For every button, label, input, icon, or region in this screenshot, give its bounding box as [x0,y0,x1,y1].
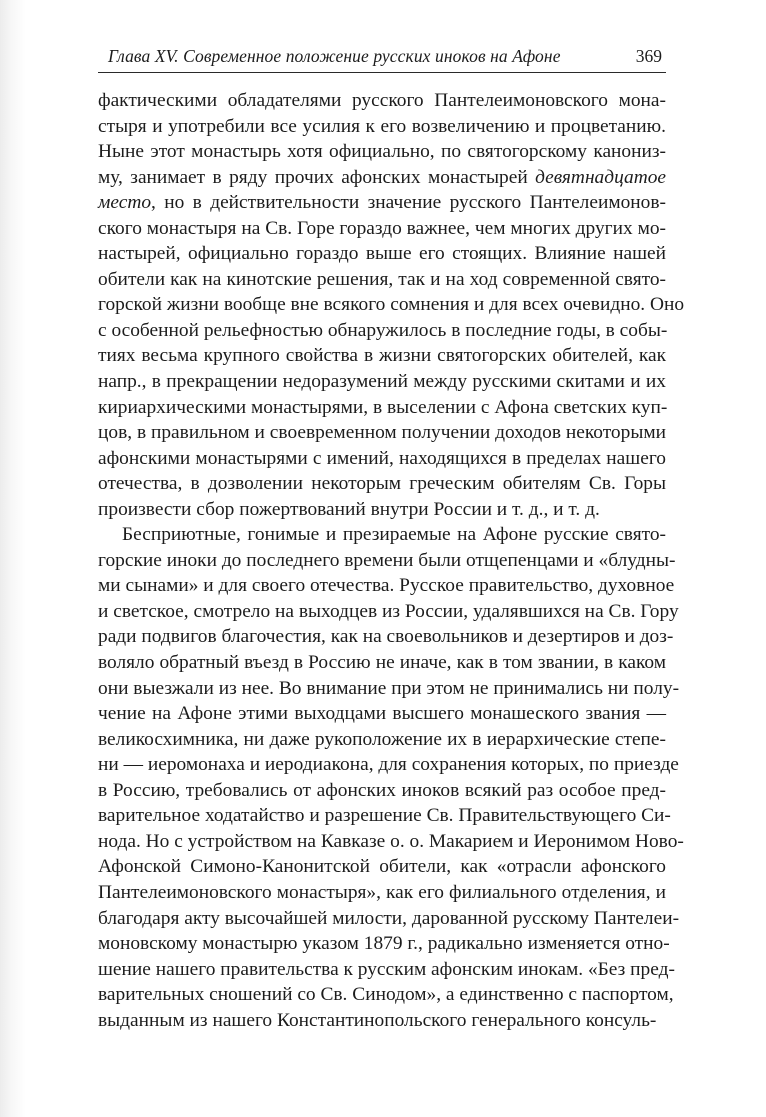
text-line: Пантелеимоновского монастыря», как его филиального отделения, и [98,881,666,903]
text-line: Афонской Симоно-Канонитской обители, как «отрасли афонского [98,856,666,878]
text-line: горские иноки до последнего времени были отщепенцами и «блудны- [98,549,676,571]
paragraph [98,522,684,1033]
text-line: и светское, смотрело на выходцев из России, удалявшихся на Св. Гору [98,600,679,622]
text-line: ради подвигов благочестия, как на своевольников и дезертиров и доз- [98,626,674,648]
text-line: афонскими монастырями с имений, находящихся в пределах нашего [98,447,666,469]
text-line: тиях весьма крупного свойства в жизни святогорских обителей, как [98,345,666,367]
text-line: в Россию, требовались от афонских иноков всякий раз особое пред- [98,779,666,801]
text-line: кириархическими монастырями, в выселении с Афона светских куп- [98,396,668,418]
text-line: варительных сношений со Св. Синодом», а единственно с паспортом, [98,984,674,1006]
text-line: чение на Афоне этими выходцами высшего монашеского звания — [98,703,666,725]
body-text [98,88,685,1033]
text-line: настырей, официально гораздо выше его стоящих. Влияние нашей [98,243,666,265]
emphasized-text: девятнадцатое [535,166,666,188]
text-line: варительное ходатайство и разрешение Св. Правительствующего Си- [98,805,671,827]
text-line: нода. Но с устройством на Кавказе о. о. Макарием и Иеронимом Ново- [98,830,684,852]
text-line: с особенной рельефностью обнаружилось в последние годы, в собы- [98,319,668,341]
running-header [98,44,666,73]
text-line: напр., в прекращении недоразумений между русскими скитами и их [98,371,666,393]
text-line: выданным из нашего Константинопольского генерального консуль- [98,1009,657,1031]
text-line: фактическими обладателями русского Пантелеимоновского мона- [98,90,666,111]
text-line: великосхимника, ни даже рукоположение их в иерархические степе- [98,728,666,750]
text-line: моновскому монастырю указом 1879 г., радикально изменяется отно- [98,933,670,955]
scan-edge-shadow [0,0,26,1117]
text-line: стыря и употребили все усилия к его возвеличению и процветанию. [98,115,666,137]
text-line: му, занимает в ряду прочих афонских монастырей девятнадцатое [98,166,666,188]
emphasized-text: место [98,192,152,214]
text-line: обители как на кинотские решения, так и на ход современной свято- [98,268,666,290]
text-line: цов, в правильном и своевременном получении доходов некоторыми [98,422,666,444]
text-line: ми сынами» и для своего отечества. Русское правительство, духовное [98,575,675,597]
text-line: горской жизни вообще вне всякого сомнения и для всех очевидно. Оно [98,294,685,316]
running-title: Глава XV. Современное положение русских иноков на Афоне [108,46,561,66]
paragraph [98,88,685,522]
text-line: они выезжали из нее. Во внимание при этом не принимались ни полу- [98,677,680,699]
text-line: Ныне этот монастырь хотя официально, по святогорскому канониз- [98,141,666,163]
page-number: 369 [635,46,662,66]
text-line: воляло обратный въезд в Россию не иначе, как в том звании, в каком [98,652,666,674]
text-line: место, но в действительности значение русского Пантелеимонов- [98,192,666,214]
text-line: Бесприютные, гонимые и презираемые на Афоне русские свято- [122,524,666,546]
text-line: шение нашего правительства к русским афонским инокам. «Без пред- [98,958,675,980]
text-line: отечества, в дозволении некоторым греческим обителям Св. Горы [98,473,666,495]
text-line: благодаря акту высочайшей милости, дарованной русскому Пантелеи- [98,907,680,929]
text-line: ни — иеромонаха и иеродиакона, для сохранения которых, по приезде [98,754,679,776]
text-line: ского монастыря на Св. Горе гораздо важнее, чем многих других мо- [98,217,666,239]
text-line: произвести сбор пожертвований внутри России и т. д., и т. д. [98,498,600,520]
